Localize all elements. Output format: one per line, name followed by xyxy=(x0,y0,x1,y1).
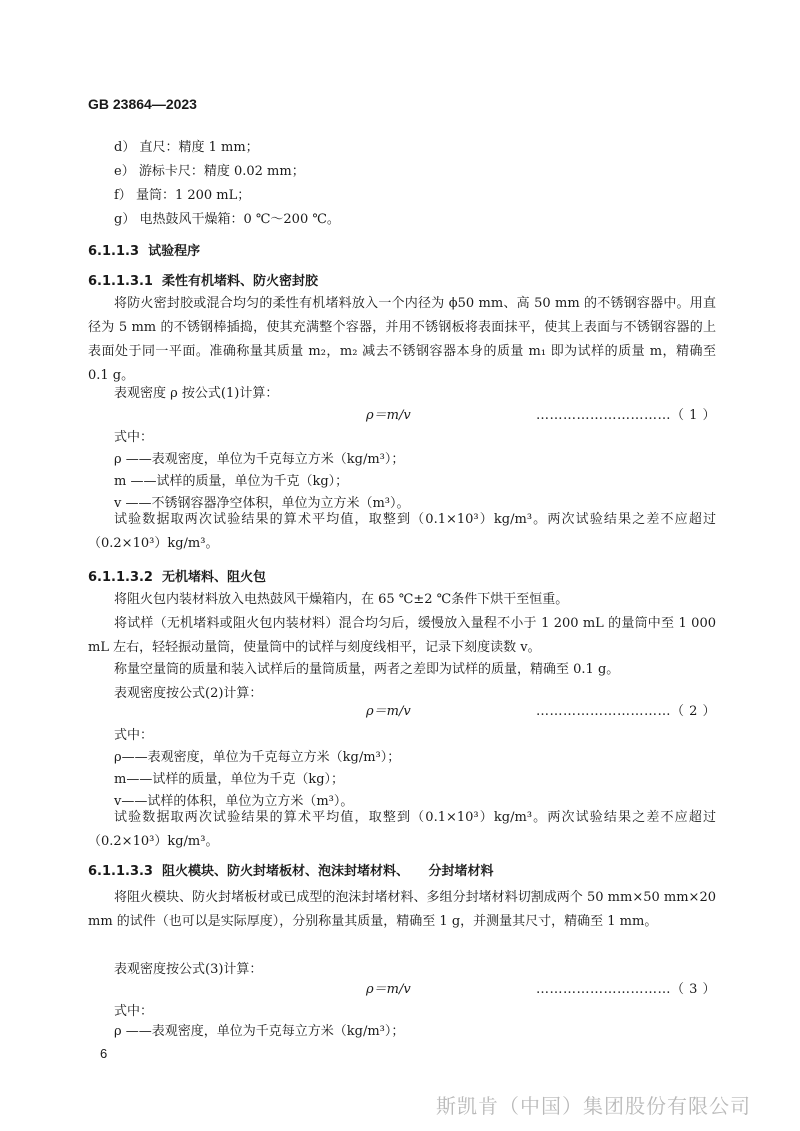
definition: m——试样的质量，单位为千克（kg）； xyxy=(114,772,345,787)
section-number: 6.1.1.3 xyxy=(88,244,139,259)
paragraph: 将阻火包内装材料放入电热鼓风干燥箱内，在 65 ℃±2 ℃条件下烘干至恒重。 xyxy=(114,592,569,607)
equation-number: …………………………（ 2 ） xyxy=(536,704,717,719)
formula: ρ＝m/v xyxy=(366,982,411,997)
standard-id: GB 23864—2023 xyxy=(88,96,197,112)
section-title: 试验程序 xyxy=(148,244,201,259)
formula-intro: 表观密度 ρ 按公式(1)计算： xyxy=(114,386,279,401)
paragraph: 将阻火模块、防火封堵板材或已成型的泡沫封堵材料、多组分封堵材料切割成两个 50 mm×50 mm×20 mm 的试件（也可以是实际厚度），分别称量其质量，精确至 1 g，并测量其尺寸，精确至 1 mm。 xyxy=(88,890,716,929)
definition: ρ ——表观密度，单位为千克每立方米（kg/m³）； xyxy=(114,1024,405,1039)
section-heading xyxy=(88,566,266,585)
equation-number: …………………………（ 3 ） xyxy=(536,982,717,997)
section-title: 无机堵料、阻火包 xyxy=(162,570,267,585)
definition: v——试样的体积，单位为立方米（m³）。 xyxy=(114,794,354,809)
list-item: f） 量筒：1 200 mL； xyxy=(114,188,251,203)
section-heading xyxy=(88,860,494,879)
list-item: e） 游标卡尺：精度 0.02 mm； xyxy=(114,164,305,179)
where-label: 式中： xyxy=(114,1004,154,1019)
section-heading xyxy=(88,270,318,289)
paragraph: 称量空量筒的质量和装入试样后的量筒质量，两者之差即为试样的质量，精确至 0.1 g。 xyxy=(114,662,620,677)
section-number: 6.1.1.3.2 xyxy=(88,570,153,585)
definition: m ——试样的质量，单位为千克（kg）； xyxy=(114,474,349,489)
section-title: 柔性有机堵料、防火密封胶 xyxy=(162,274,319,289)
paragraph: 试验数据取两次试验结果的算术平均值，取整到（0.1×10³）kg/m³。两次试验结果之差不应超过（0.2×10³）kg/m³。 xyxy=(88,810,716,849)
formula-intro: 表观密度按公式(3)计算： xyxy=(114,962,263,977)
equation-number: …………………………（ 1 ） xyxy=(536,408,717,423)
section-title: 阻火模块、防火封堵板材、泡沫封堵材料、 分封堵材料 xyxy=(162,864,494,879)
page-number: 6 xyxy=(100,1046,108,1061)
paragraph: 将试样（无机堵料或阻火包内装材料）混合均匀后，缓慢放入量程不小于 1 200 mL 的量筒中至 1 000 mL 左右，轻轻振动量筒，使量筒中的试样与刻度线相平，记录下刻度读数 v。 xyxy=(88,616,716,655)
definition: v ——不锈钢容器净空体积，单位为立方米（m³）。 xyxy=(114,496,410,511)
section-number: 6.1.1.3.1 xyxy=(88,274,153,289)
definition: ρ——表观密度，单位为千克每立方米（kg/m³）； xyxy=(114,750,401,765)
list-item: g） 电热鼓风干燥箱：0 ℃～200 ℃。 xyxy=(114,212,340,227)
definition: ρ ——表观密度，单位为千克每立方米（kg/m³）； xyxy=(114,452,405,467)
formula: ρ＝m/v xyxy=(366,704,411,719)
section-heading xyxy=(88,240,200,259)
formula: ρ＝m/v xyxy=(366,408,411,423)
list-item: d） 直尺：精度 1 mm； xyxy=(114,140,259,155)
where-label: 式中： xyxy=(114,430,154,445)
section-number: 6.1.1.3.3 xyxy=(88,864,153,879)
watermark: 斯凯肯（中国）集团股份有限公司 xyxy=(436,1094,751,1118)
formula-intro: 表观密度按公式(2)计算： xyxy=(114,686,263,701)
where-label: 式中： xyxy=(114,728,154,743)
paragraph: 将防火密封胶或混合均匀的柔性有机堵料放入一个内径为 ϕ50 mm、高 50 mm 的不锈钢容器中。用直径为 5 mm 的不锈钢棒插捣，使其充满整个容器，并用不锈钢板将表面抹平，使其上表面与不锈钢容器的上表面处于同一平面。准确称量其质量 m₂，m₂ 减去不锈钢容器本身的质量 m₁ 即为试样的质量 m，精确至 0.1 g。 xyxy=(88,296,716,383)
paragraph: 试验数据取两次试验结果的算术平均值，取整到（0.1×10³）kg/m³。两次试验结果之差不应超过（0.2×10³）kg/m³。 xyxy=(88,512,716,551)
